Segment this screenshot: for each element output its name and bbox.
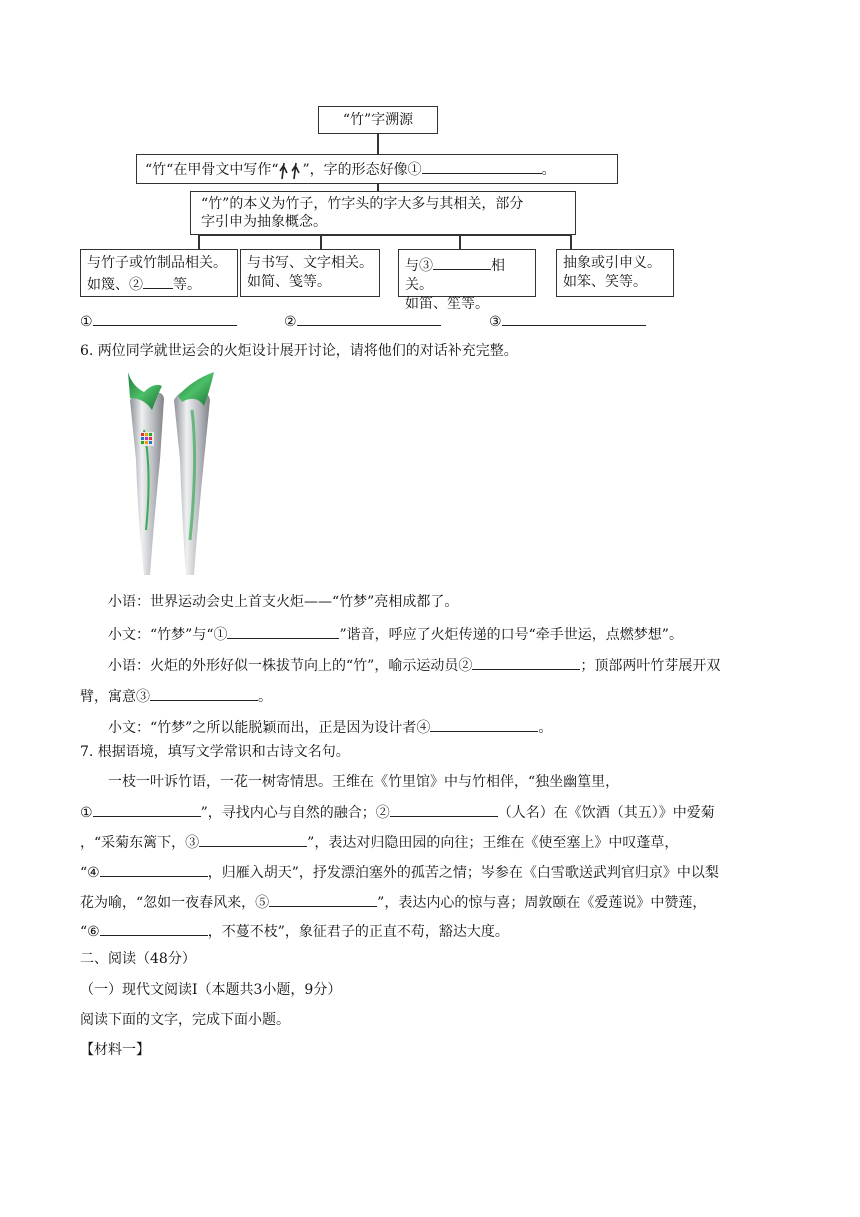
- q7-blank-3[interactable]: [199, 831, 307, 847]
- torch-image: [122, 370, 217, 580]
- blank-1[interactable]: [422, 158, 542, 174]
- meaning-box: “竹”的本义为竹子，竹字头的字大多与其相关，部分 字引申为抽象概念。: [190, 191, 576, 235]
- diagram-title: “竹”字溯源: [342, 112, 414, 128]
- section-2-subheading: （一）现代文阅读Ⅰ（本题共3小题，9分）: [80, 982, 342, 998]
- answer-blank-2[interactable]: [297, 310, 441, 326]
- question-7-heading: 7. 根据语境，填写文学常识和古诗文名句。: [80, 744, 350, 760]
- q7-line-5: 花为喻，“忽如一夜春风来，⑤ ”，表达内心的惊与喜；周敦颐在《爱莲说》中赞莲，: [80, 891, 706, 913]
- q7-blank-5[interactable]: [269, 891, 377, 907]
- q7-line-1: 一枝一叶诉竹语，一花一树寄情思。王维在《竹里馆》中与竹相伴，“独坐幽篁里，: [108, 774, 620, 790]
- q7-blank-1[interactable]: [93, 801, 201, 817]
- answer-blank-3[interactable]: [502, 310, 646, 326]
- q7-line-3: ，“采菊东篱下，③ ”，表达对归隐田园的向往；王维在《使至塞上》中叹蓬草，: [80, 831, 678, 853]
- dialogue-line-3: 小语：火炬的外形好似一株拔节向上的“竹”，喻示运动员② ；顶部两叶竹芽展开双: [108, 654, 720, 676]
- dialogue-line-4: 臂，寓意③ 。: [80, 685, 272, 707]
- q6-blank-2[interactable]: [472, 654, 580, 670]
- reading-instruction: 阅读下面的文字，完成下面小题。: [80, 1012, 290, 1028]
- dialogue-line-1: 小语：世界运动会史上首支火炬——“竹梦”亮相成都了。: [108, 594, 459, 610]
- section-2-heading: 二、阅读（48分）: [80, 951, 196, 967]
- q6-blank-3[interactable]: [150, 685, 258, 701]
- q6-blank-1[interactable]: [227, 623, 339, 639]
- category-box-blank: 与③ 相关。 如笛、笙等。: [398, 249, 536, 297]
- category-box-writing: 与书写、文字相关。 如简、笺等。: [240, 249, 380, 297]
- answer-line-3: ③: [489, 310, 646, 330]
- category-box-abstract: 抽象或引申义。 如笨、笑等。: [556, 249, 674, 297]
- q7-line-6: “⑥ ，不蔓不枝”，象征君子的正直不苟，豁达大度。: [80, 920, 509, 942]
- dialogue-line-2: 小文：“竹梦”与“① ”谐音，呼应了火炬传递的口号“牵手世运，点燃梦想”。: [108, 623, 683, 645]
- oracle-bone-box: “竹“在甲骨文中写作“ ”，字的形态好像① 。: [136, 154, 618, 184]
- category-box-bamboo-products: 与竹子或竹制品相关。 如篾、② 等。: [80, 249, 238, 297]
- diagram-title-box: [318, 106, 438, 134]
- dialogue-line-5: 小文：“竹梦”之所以能脱颖而出，正是因为设计者④ 。: [108, 716, 552, 738]
- answer-blank-1[interactable]: [93, 310, 237, 326]
- blank-3[interactable]: [433, 254, 491, 270]
- q6-blank-4[interactable]: [430, 716, 538, 732]
- answer-line-2: ②: [284, 310, 441, 330]
- question-6-heading: 6. 两位同学就世运会的火炬设计展开讨论，请将他们的对话补充完整。: [80, 343, 518, 359]
- oracle-bone-bamboo-glyph-icon: [278, 161, 302, 179]
- q7-line-2: ① ”，寻找内心与自然的融合；② （人名）在《饮酒（其五）》中爱菊: [80, 801, 715, 823]
- q7-blank-4[interactable]: [100, 861, 208, 877]
- q7-line-4: “④ ，归雁入胡天”，抒发漂泊塞外的孤苦之情；岑参在《白雪歌送武判官归京》中以梨: [80, 861, 719, 883]
- blank-2[interactable]: [143, 273, 173, 289]
- material-label: 【材料一】: [80, 1042, 150, 1058]
- logo-icon: [140, 432, 154, 446]
- q7-blank-6[interactable]: [100, 920, 208, 936]
- answer-line-1: ①: [80, 310, 237, 330]
- q7-blank-2[interactable]: [390, 801, 498, 817]
